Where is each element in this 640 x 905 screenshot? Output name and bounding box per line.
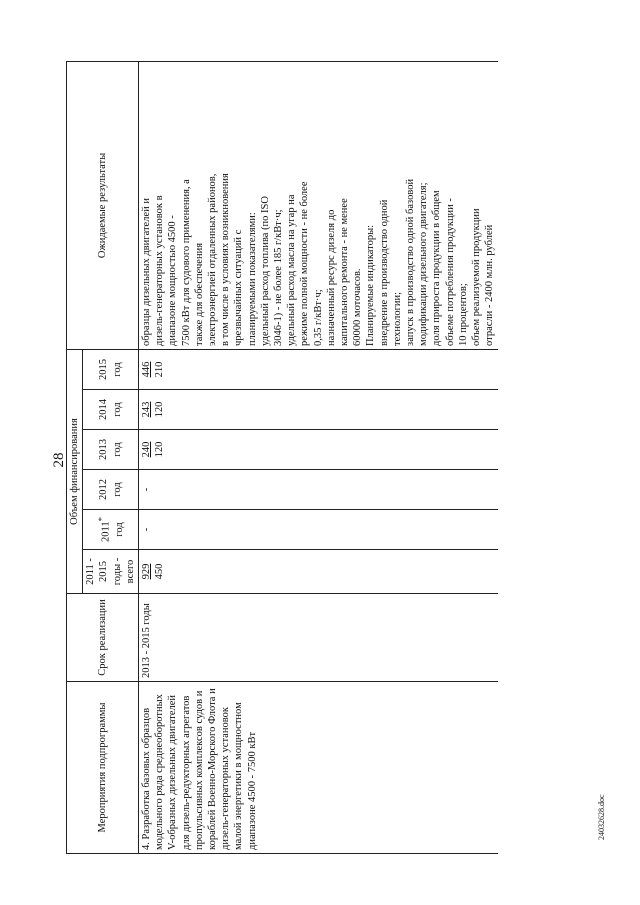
results-line: планируемыми показателями:: [246, 212, 258, 346]
y2015-top-value: 446: [141, 361, 153, 378]
document-filename: 24032628.doc: [597, 794, 606, 840]
header-2013: 2013 год: [83, 430, 139, 470]
y2015-cell: [139, 349, 498, 389]
results-line: объем реализуемой продукции: [471, 208, 483, 346]
results-line: режиме полной мощности - не более: [299, 181, 311, 346]
results-line: запуск в производство одной базовой: [405, 178, 417, 346]
results-line: чрезвычайных ситуаций с: [233, 229, 245, 346]
header-2012: 2012 год: [83, 470, 139, 510]
total-top-value: 929: [141, 563, 153, 580]
results-line: доля прироста продукции в общем: [431, 190, 443, 346]
y2014-cell: [139, 390, 498, 430]
header-2014: 2014 год: [83, 390, 139, 430]
rotated-table-container: [66, 62, 546, 854]
header-2011-unit: год: [113, 522, 125, 537]
results-line: 60000 моточасов.: [352, 268, 364, 346]
header-2011: [83, 510, 139, 550]
y2013-cell: [139, 430, 498, 470]
header-funding-group: Объем финансирования: [67, 349, 83, 593]
results-line: в том числе в условиях возникновения: [220, 173, 232, 346]
results-cell: [139, 61, 498, 349]
header-period: Срок реализации: [67, 594, 139, 682]
header-results: Ожидаемые результаты: [67, 61, 139, 349]
y2012-cell: -: [139, 470, 498, 510]
y2014-bottom-value: 120: [154, 401, 166, 418]
results-line: 3046-1) - не более 185 г/кВт·ч;: [273, 209, 285, 346]
results-line: образцы дизельных двигателей и: [141, 198, 153, 346]
results-line: дизель-генераторных установок в: [154, 195, 166, 346]
total-cell: [139, 550, 498, 594]
results-line: 7500 кВт для судового применения, а: [180, 179, 192, 346]
header-2011-year: 2011: [100, 521, 112, 542]
results-line: внедрение в производство одной: [378, 199, 390, 346]
results-line: технологии;: [391, 291, 403, 346]
total-bottom-value: 450: [154, 563, 166, 580]
results-line: диапазоне мощностью 4500 -: [167, 215, 179, 346]
results-line: объеме потребления продукции -: [444, 198, 456, 346]
subprogram-activities-table: [66, 61, 498, 854]
header-2011-footnote-mark: *: [96, 517, 107, 522]
header-activity: Мероприятия подпрограммы: [67, 682, 139, 854]
y2013-bottom-value: 120: [154, 441, 166, 458]
results-line: Планируемые индикаторы:: [365, 224, 377, 346]
y2013-top-value: 240: [141, 441, 153, 458]
results-line: 10 процентов;: [457, 283, 469, 346]
results-line: электроэнергией отдаленных районов,: [207, 173, 219, 346]
activity-cell: 4. Разработка базовых образцов модельного ряда среднеоборотных V-образных дизельных двигателей для дизель-редукторных агрегатов пропульсивных комплексов судов и кораблей Военно-Морского Флота и дизель-генераторных установок малой энергетики в мощностном диапазоне 4500 - 7500 кВт: [139, 682, 498, 854]
header-total: 2011 - 2015 годы - всего: [83, 550, 139, 594]
y2011-cell: -: [139, 510, 498, 550]
results-line: 0,35 г/кВт·ч;: [312, 289, 324, 346]
page-number: 28: [51, 452, 67, 468]
header-row-1: [67, 61, 83, 853]
results-line: удельный расход масла на угар на: [286, 194, 298, 346]
period-cell: 2013 - 2015 годы: [139, 594, 498, 682]
results-line: также для обеспечения: [193, 242, 205, 346]
results-line: капитального ремонта - не менее: [339, 198, 351, 346]
table-row: [139, 61, 498, 853]
results-line: удельный расход топлива (по ISO: [259, 196, 271, 346]
results-line: назначенный ресурс дизеля до: [325, 209, 337, 346]
results-line: отрасли - 2400 млн. рублей: [484, 224, 496, 346]
y2015-bottom-value: 210: [154, 361, 166, 378]
y2014-top-value: 243: [141, 401, 153, 418]
header-2015: 2015 год: [83, 349, 139, 389]
results-line: модификации дизельного двигателя;: [418, 182, 430, 346]
